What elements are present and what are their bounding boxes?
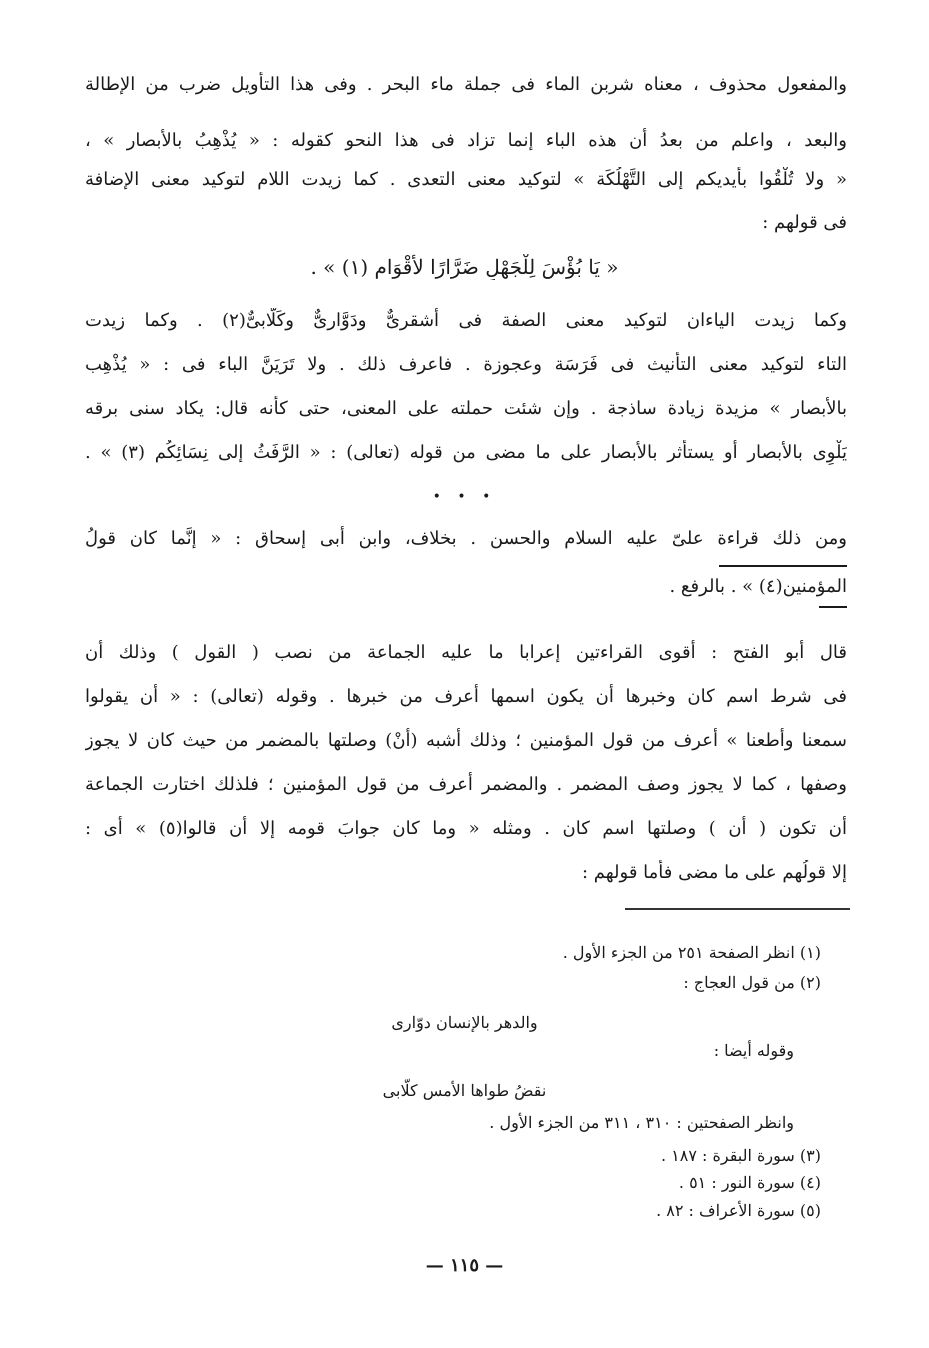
separator-dots: • • • [432,489,497,505]
page-number: — ١١٥ — [425,1255,504,1276]
paragraph-1-line-4: فى قولهم : [762,212,847,233]
footnote-2-reference: وانظر الصفحتين : ٣١٠ ، ٣١١ من الجزء الأول . [489,1113,794,1132]
paragraph-4-line-6: إلا قولُهم على ما مضى فأما قولهم : [581,862,847,883]
footnote-2-verse-1: والدهر بالإنسان دوّارى [391,1013,538,1032]
paragraph-4-line-4: وصفها ، كما لا يجوز وصف المضمر . والمضمر أعرف من قول المؤمنين ؛ فلذلك اختارت الجماعة [85,774,847,795]
footnote-2-verse-2: نقضُ طواها الأمس كلّابى [382,1081,547,1100]
footnote-2: (٢) من قول العجاج : [683,973,821,992]
verse-line: « يَا بُؤْسَ لِلْجَهْلِ ضَرَّارًا لأَقْوَامِ (١) » . [310,255,619,279]
paragraph-2-line-2: التاء لتوكيد معنى التأنيث فى فَرَسَة وعجوزة . فاعرف ذلك . ولا تَرَيَنَّ الباء فى : « يُذْهِب [85,354,847,375]
paragraph-4-line-5: أن تكون ( أن ) وصلتها اسم كان . ومثله « وما كان جوابَ قومه إلا أن قالوا(٥) » أى : [85,818,847,839]
paragraph-1-line-1: والمفعول محذوف ، معناه شربن الماء فى جملة ماء البحر . وفى هذا التأويل ضرب من الإطالة [85,74,847,95]
paragraph-4-line-1: قال أبو الفتح : أقوى القراءتين إعرابا ما عليه الجماعة من نصب ( القول ) وذلك أن [85,642,847,663]
footnote-5: (٥) سورة الأعراف : ٨٢ . [656,1201,821,1220]
paragraph-4-line-3: سمعنا وأطعنا » أعرف من قول المؤمنين ؛ وذلك أشبه (أنْ) وصلتها بالمضمر من حيث كان لا يجوز [85,730,847,751]
underline-mark [719,565,847,567]
footnote-3: (٣) سورة البقرة : ١٨٧ . [660,1146,821,1165]
footnote-divider [625,908,850,910]
paragraph-1-line-2: والبعد ، واعلم من بعدُ أن هذه الباء إنما تزاد فى هذا النحو كقوله : « يُذْهِبُ بالأبصار » ، [85,130,847,151]
footnote-1: (١) انظر الصفحة ٢٥١ من الجزء الأول . [562,943,821,962]
footnote-2-intro: وقوله أيضا : [713,1041,794,1060]
paragraph-2-line-3: بالأبصار » مزيدة زيادة ساذجة . وإن شئت حملته على المعنى، حتى كأنه قال: يكاد سنى برقه [85,398,847,419]
paragraph-2-line-4: يَلْوِى بالأبصار أو يستأثر بالأبصار على ما مضى من قوله (تعالى) : « الرَّفَثُ إلى نِسَائِكُم (٣) » . [85,442,847,463]
underline-mark-2 [819,606,847,608]
paragraph-2-line-1: وكما زيدت الياءان لتوكيد معنى الصفة فى أشقرىٌّ ودَوَّارىٌّ وكَلَّابىٌّ(٢) . وكما زيدت [85,310,847,331]
paragraph-4-line-2: فى شرط اسم كان وخبرها أن يكون اسمها أعرف من خبرها . وقوله (تعالى) : « أن يقولوا [85,686,847,707]
paragraph-3-line-2: المؤمنين(٤) » . بالرفع . [669,576,847,597]
paragraph-1-line-3: « ولا تُلْقُوا بأيديكم إلى التَّهْلُكَة » لتوكيد معنى التعدى . كما زيدت اللام لتوكيد معنى الإضافة [85,169,847,190]
paragraph-3-line-1: ومن ذلك قراءة علىّ عليه السلام والحسن . بخلاف، وابن أبى إسحاق : « إنَّما كان قولُ [85,528,847,549]
footnote-4: (٤) سورة النور : ٥١ . [678,1173,821,1192]
